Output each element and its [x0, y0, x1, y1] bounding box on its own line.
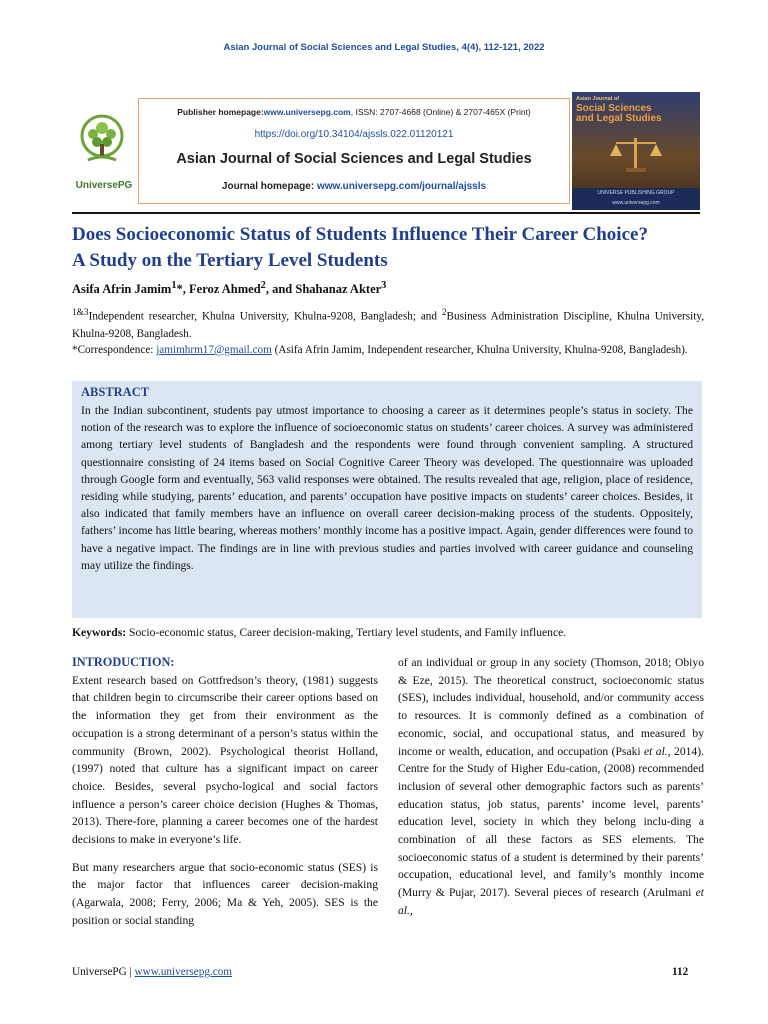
- affil-text-1: Independent researcher, Khulna University, Khulna-9208, Bangladesh; and: [88, 310, 442, 323]
- corr-label: *Correspondence:: [72, 344, 157, 356]
- journal-banner: [72, 92, 700, 210]
- right-paragraph: [398, 654, 704, 920]
- page-number: 112: [672, 966, 689, 978]
- intro-paragraph-1: Extent research based on Gottfredson’s theory, (1981) suggests that children begin to circumscribe their career options based on the information they get from their environment as the occupation is a strong determinant of a person’s status within the community (Brown, 2002). Psychological theorist Holland, (1997) noted that culture has a significant impact on career choice. Besides, several psycho-logical and social factors influence a person’s career choice decision (Hughes & Thomas, 2013). There-fore, planning a career becomes one of the hardest decisions to make in everyone’s life.: [72, 673, 378, 847]
- publisher-link[interactable]: www.universepg.com: [263, 107, 351, 117]
- author-sep: , and: [265, 282, 296, 297]
- intro-heading: INTRODUCTION:: [72, 655, 175, 669]
- right-text-2: 2014). Centre for the Study of Higher Edu-cation, (2008) recommended inclusion of several other demographic factors such as parents’ education status, job status, parents’ income level, parents’ education level, society in which they belong inclu-ding a combination of all these factors as SES elements. The socioeconomic status of a student is determined by their parents’ occupation, educational level, and family’s monthly income (Murry & Pujar, 2017). Several pieces of research (Arulmani: [398, 744, 704, 900]
- footer-publisher: [72, 966, 232, 978]
- right-text-1: of an individual or group in any society (Thomson, 2018; Obiyo & Eze, 2015). The theoretical construct, socioeconomic status (SES), includes individual, household, and/or community access to resources. It is commonly defined as a combination of economic, social, and occupational status, and measured by income or wealth, education, and occupation (Psaki: [398, 656, 704, 758]
- author-2: Feroz Ahmed: [189, 282, 261, 297]
- doi-link[interactable]: https://doi.org/10.34104/ajssls.022.01120121: [254, 129, 454, 140]
- affiliations: [72, 305, 704, 343]
- cover-foot-line2: www.universepg.com: [612, 200, 660, 206]
- right-etal-1: et al.,: [644, 744, 671, 758]
- journal-name: Asian Journal of Social Sciences and Legal Studies: [176, 151, 532, 167]
- abstract-heading: ABSTRACT: [81, 385, 150, 399]
- author-3: Shahanaz Akter: [295, 282, 382, 297]
- corr-email-link[interactable]: jamimhrm17@gmail.com: [156, 344, 272, 356]
- author-1: Asifa Afrin Jamim: [72, 282, 172, 297]
- intro-paragraph-2: But many researchers argue that socio-economic status (SES) is the major factor that influences career decision-making (Agarwala, 2008; Ferry, 2006; Ma & Yeh, 2005). SES is the position or social standing: [72, 860, 378, 927]
- journal-home-link[interactable]: www.universepg.com/journal/ajssls: [316, 181, 487, 192]
- logo-text: UniversePG: [75, 180, 133, 191]
- article-title: [72, 222, 712, 274]
- right-column: [398, 654, 704, 920]
- author-1-sup: 1: [171, 280, 177, 291]
- footer-url-link[interactable]: www.universepg.com: [134, 966, 232, 978]
- left-column: [72, 654, 378, 930]
- cover-title: [576, 94, 698, 124]
- running-head: Asian Journal of Social Sciences and Legal Studies, 4(4), 112-121, 2022: [223, 42, 545, 53]
- journal-home-label: Journal homepage:: [221, 181, 315, 192]
- journal-cover-image: [572, 92, 700, 210]
- publisher-info-box: [138, 98, 570, 204]
- journal-homepage-line: [139, 181, 569, 192]
- footer-publisher-name: UniversePG: [72, 966, 127, 978]
- affil-text-2: Business Administration Discipline, Khulna University, Khulna-9208, Bangladesh.: [72, 310, 704, 340]
- title-line-1: Does Socioeconomic Status of Students Influence Their Career Choice?: [72, 224, 648, 245]
- cover-footer: [572, 188, 700, 210]
- cover-small-text: Asian Journal of: [576, 96, 620, 102]
- publisher-line: [139, 107, 569, 117]
- right-etal-2: et al.,: [398, 886, 704, 917]
- abstract-text: In the Indian subcontinent, students pay utmost importance to choosing a career as it determines people’s status in society. The notion of the research was to explore the influence of socioeconomic status on students’ career choices. A survey was administered among tertiary level students of Bangladesh and the respondents were found through convenient sampling. A structured questionnaire consisting of 24 items based on Social Cognitive Career Theory was developed. The questionnaire was uploaded through Google form and eventually, 563 valid responses were obtained. The results revealed that age, religion, place of residence, residing while studying, parents’ education, and parents’ occupation have positive impacts on students’ career choices. Besides, it also indicated that family members have an influence on overall career decision-making process of the students. Oppositely, fathers’ income has little bearing, whereas mothers’ monthly income has a positive impact. Again, gender differences were found to have a negative impact. The findings are in line with previous studies and parties involved with career guidance and counseling may utilize the findings.: [81, 404, 693, 572]
- tree-logo-icon: [80, 114, 124, 172]
- publisher-label: Publisher homepage:: [177, 107, 264, 117]
- correspondence: [72, 342, 704, 359]
- cover-title-line1: Social Sciences: [576, 103, 652, 114]
- universepg-logo: [72, 100, 132, 196]
- author-list: [72, 280, 712, 297]
- affil-sup-1: 1&3: [72, 308, 89, 318]
- gavel-scale-icon: [608, 134, 664, 174]
- header-divider: [72, 212, 700, 214]
- keywords-label: Keywords:: [72, 626, 127, 639]
- cover-foot-line1: UNIVERSE PUBLISHING GROUP: [597, 190, 675, 196]
- keywords: [72, 626, 704, 639]
- corr-rest: (Asifa Afrin Jamim, Independent researcher, Khulna University, Khulna-9208, Bangladesh).: [271, 344, 688, 356]
- abstract-box: [72, 381, 702, 618]
- cover-title-line2: and Legal Studies: [576, 113, 662, 124]
- author-1-mark: *,: [176, 282, 190, 297]
- issn-text: , ISSN: 2707-4668 (Online) & 2707-465X (Print): [350, 107, 531, 117]
- footer-sep: |: [126, 966, 135, 978]
- author-2-sup: 2: [260, 280, 266, 291]
- affil-sup-2: 2: [441, 308, 447, 318]
- author-3-sup: 3: [381, 280, 387, 291]
- keywords-text: Socio-economic status, Career decision-making, Tertiary level students, and Family influence.: [126, 626, 567, 639]
- title-line-2: A Study on the Tertiary Level Students: [72, 250, 388, 271]
